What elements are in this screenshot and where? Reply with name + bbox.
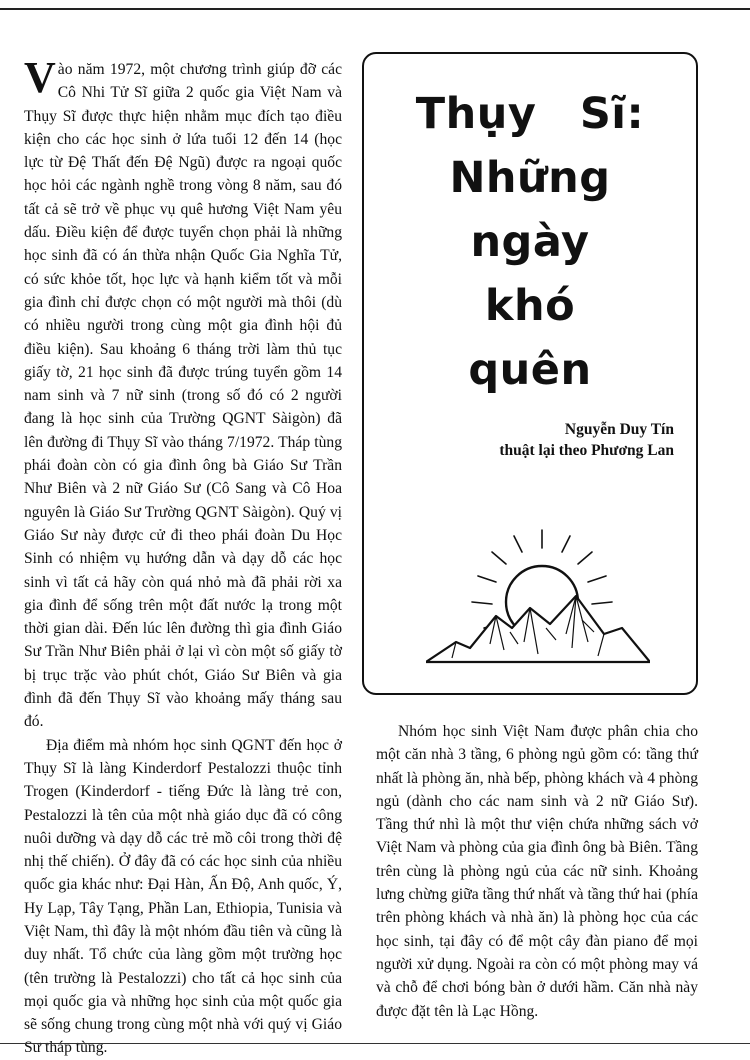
title-line-4: khó bbox=[484, 281, 576, 331]
article-title bbox=[364, 82, 696, 402]
retold-by: thuật lại theo Phương Lan bbox=[499, 442, 674, 459]
title-line-2: Những bbox=[449, 153, 611, 203]
author-name: Nguyễn Duy Tín bbox=[564, 421, 674, 438]
title-box bbox=[362, 52, 698, 695]
bottom-rule bbox=[0, 1043, 750, 1044]
title-line-5: quên bbox=[468, 345, 592, 395]
right-column bbox=[376, 720, 698, 1023]
paragraph-2: Địa điểm mà nhóm học sinh QGNT đến học ở Thụy Sĩ là làng Kinderdorf Pestalozzi thuộc tỉnh Trogen (Kinderdorf - tiếng Đức là làng trẻ con, Pestalozzi là tên của một nhà giáo dục đã có công nuôi dưỡng và dạy dỗ các trẻ mồ côi trong thời đệ nhị thế chiến). Ở đây đã có các học sinh của nhiều quốc gia khác như: Đại Hàn, Ấn Độ, Anh quốc, Ý, Hy Lạp, Tây Tạng, Phần Lan, Ethiopia, Tunisia và Việt Nam, thì đây là một nhóm đầu tiên và cũng là duy nhất. Tổ chức của làng gồm một trường học (tên trường là Pestalozzi) cho tất cả học sinh của mọi quốc gia và những học sinh của một quốc gia sẽ sống chung trong cùng một nhà với quý vị Giáo Sư tháp tùng. bbox=[24, 736, 342, 1057]
paragraph-1 bbox=[24, 53, 342, 734]
paragraph-3: Nhóm học sinh Việt Nam được phân chia cho một căn nhà 3 tầng, 6 phòng ngủ gồm có: tầng thứ nhất là phòng ăn, nhà bếp, phòng khách và 4 phòng ngủ (dành cho các nam sinh và 2 nữ Giáo Sư). Tầng thứ nhì là một thư viện chứa những sách vở Việt Nam và phòng của gia đình ông bà Biên. Tầng trên cùng là phòng ngủ của các nữ sinh. Khoảng lưng chừng giữa tầng thứ nhất và tầng thứ hai (phía trên phòng khách và nhà ăn) là phòng học của các học sinh, tại đây có để một cây đàn piano để mọi người xử dụng. Ngoài ra còn có một phòng may vá và chỗ để chơi bóng bàn ở dưới hầm. Căn nhà này được đặt tên là Lạc Hồng. bbox=[376, 723, 698, 1020]
top-rule bbox=[0, 8, 750, 10]
title-line-3: ngày bbox=[470, 217, 590, 267]
left-column bbox=[24, 53, 342, 1060]
byline bbox=[499, 419, 674, 461]
paragraph-1-text: ào năm 1972, một chương trình giúp đỡ các Cô Nhi Tử Sĩ giữa 2 quốc gia Việt Nam và Thụy Sĩ được thực hiện nhằm mục đích tạo điều kiện cho các học sinh ở lứa tuổi 12 đến 14 (học lực từ Đệ Thất đến Đệ Ngũ) được ra ngoại quốc học hỏi các ngành nghề trong vòng 8 năm, sau đó tất cả sẽ trở về phục vụ quê hương Việt Nam yêu dấu. Điều kiện để được tuyển chọn phải là những học sinh đã có án thừa nhận Quốc Gia Nghĩa Tử, có sức khỏe tốt, học lực và hạnh kiểm tốt và mỗi gia đình chỉ được chọn có một người mà thôi (dù có nhiều người trong cùng một gia đình hội đủ điều kiện). Sau khoảng 6 tháng trời làm thủ tục giấy tờ, 21 học sinh đã được trúng tuyển gồm 14 nam sinh và 7 nữ sinh (trong số đó có 2 người đang là học sinh của Trường QGNT Sàigòn) đã lên đường đi Thụy Sĩ vào tháng 7/1972. Tháp tùng phái đoàn còn có gia đình ông bà Giáo Sư Trần Như Biên và 2 nữ Giáo Sư (Cô Sang và Cô Hoa nguyên là Giáo Sư Trường QGNT Sàigòn). Quý vị Giáo Sư này được cử đi theo phái đoàn Du Học Sinh có nhiệm vụ hướng dẫn và dạy dỗ các học sinh vì tất cả hãy còn quá nhỏ mà đã phải rời xa gia đình để sống trên một đất nước lạ trong một thời gian dài. Đến lúc lên đường thì gia đình Giáo Sư Trần Như Biên phải ở lại vì còn một số giấy tờ bị trục trặc vào phút chót, Giáo Sư Biên và gia đình đã đến Thụy Sĩ vào khoảng mấy tháng sau đó. bbox=[24, 61, 342, 731]
sun-over-mountains-icon bbox=[426, 524, 650, 674]
drop-cap: V bbox=[24, 53, 56, 102]
title-line-1: Thụy Sĩ: bbox=[415, 89, 645, 139]
